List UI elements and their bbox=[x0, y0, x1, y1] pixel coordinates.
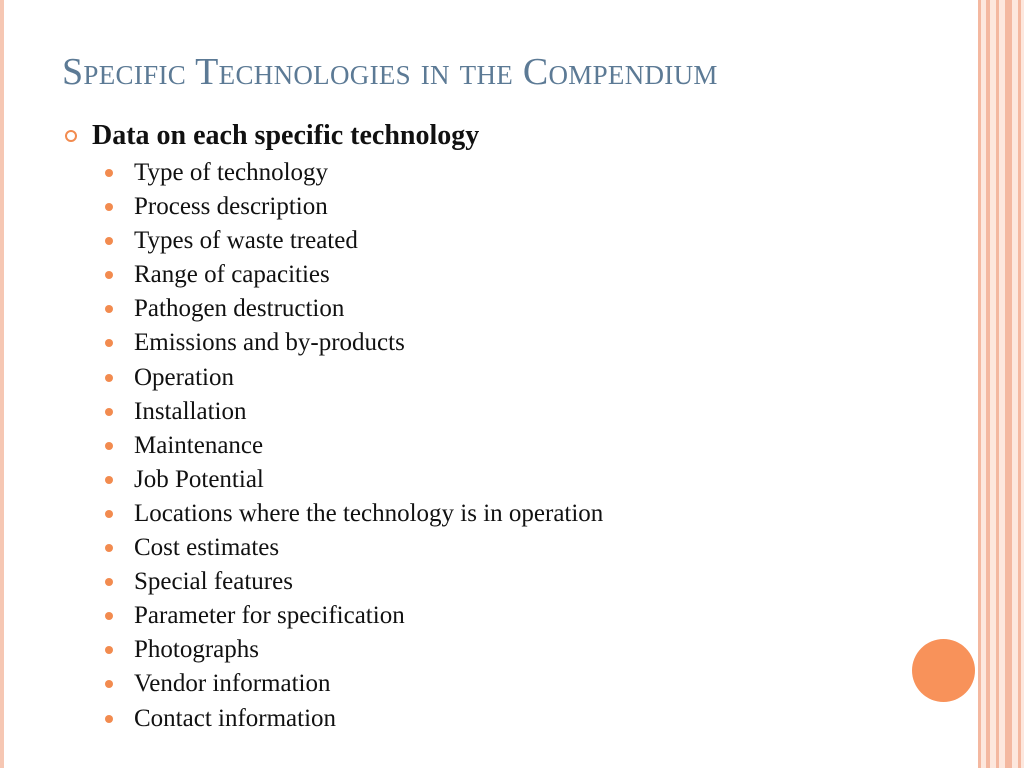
stripe bbox=[996, 0, 999, 768]
decorative-circle-icon bbox=[912, 639, 975, 702]
dot-bullet-icon bbox=[105, 169, 113, 177]
main-bullet bbox=[62, 118, 942, 156]
ring-bullet-icon bbox=[65, 130, 77, 142]
list-item-text: Job Potential bbox=[134, 465, 264, 493]
right-decorative-stripes bbox=[978, 0, 1024, 768]
list-item-text: Process description bbox=[134, 193, 328, 221]
dot-bullet-icon bbox=[105, 510, 113, 518]
list-item-text: Special features bbox=[134, 568, 293, 596]
dot-bullet-icon bbox=[105, 715, 113, 723]
main-bullet-text: Data on each specific technology bbox=[92, 120, 480, 151]
dot-bullet-icon bbox=[105, 612, 113, 620]
dot-bullet-icon bbox=[105, 339, 113, 347]
dot-bullet-icon bbox=[105, 237, 113, 245]
list-item-text: Vendor information bbox=[134, 670, 331, 698]
dot-bullet-icon bbox=[105, 476, 113, 484]
list-item-text: Cost estimates bbox=[134, 534, 280, 562]
dot-bullet-icon bbox=[105, 305, 113, 313]
list-item-text: Pathogen destruction bbox=[134, 295, 345, 323]
list-item-text: Parameter for specification bbox=[134, 602, 405, 630]
dot-bullet-icon bbox=[105, 408, 113, 416]
dot-bullet-icon bbox=[105, 544, 113, 552]
stripe bbox=[986, 0, 990, 768]
list-item-text: Range of capacities bbox=[134, 261, 330, 289]
list-item-text: Types of waste treated bbox=[134, 227, 358, 255]
list-item-text: Contact information bbox=[134, 704, 337, 732]
dot-bullet-icon bbox=[105, 578, 113, 586]
list-item-text: Emissions and by-products bbox=[134, 329, 405, 357]
stripe bbox=[978, 0, 981, 768]
dot-bullet-icon bbox=[105, 442, 113, 450]
dot-bullet-icon bbox=[105, 374, 113, 382]
list-item-text: Installation bbox=[134, 397, 247, 425]
list-item-text: Photographs bbox=[134, 636, 259, 664]
stripe bbox=[1018, 0, 1021, 768]
dot-bullet-icon bbox=[105, 680, 113, 688]
list-item-text: Type of technology bbox=[134, 159, 329, 186]
list-item-text: Maintenance bbox=[134, 431, 264, 459]
dot-bullet-icon bbox=[105, 271, 113, 279]
dot-bullet-icon bbox=[105, 203, 113, 211]
list-item-text: Locations where the technology is in operation bbox=[134, 499, 604, 527]
slide-content bbox=[62, 118, 942, 732]
list-item-text: Operation bbox=[134, 363, 234, 391]
dot-bullet-icon bbox=[105, 646, 113, 654]
stripe bbox=[1005, 0, 1012, 768]
left-accent-stripe bbox=[0, 0, 4, 768]
slide-title: Specific Technologies in the Compendium bbox=[62, 51, 718, 93]
